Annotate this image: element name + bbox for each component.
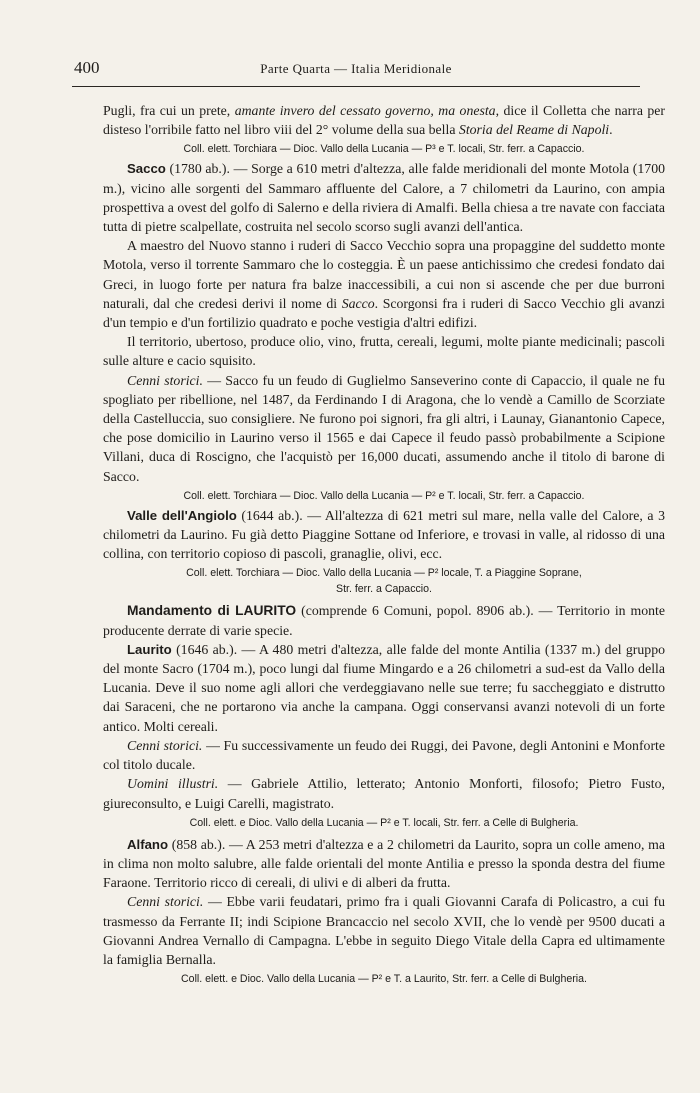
intro-paragraph: Pugli, fra cui un prete, amante invero del cessato governo, ma onesta, dice il Colletta che narra per disteso l'orribile fatto nel libro viii del 2° volume della sua bella Storia del Reame di Napoli.: [103, 103, 665, 138]
header-rule: [72, 86, 640, 87]
electoral-note: Coll. elett. Torchiara — Dioc. Vallo della Lucania — P² locale, T. a Piaggine Soprane, Str. ferr. a Capaccio.: [186, 567, 582, 596]
mandamento-laurito: Mandamento di LAURITO (comprende 6 Comuni, popol. 8906 ab.). — Territorio in monte producente derrate di varie specie.: [103, 603, 666, 638]
entry-alfano: Alfano (858 ab.). — A 253 metri d'altezza e a 2 chilometri da Laurito, sopra un colle ameno, ma in clima non molto salubre, alle falde orientali del monte Antilia e presso la sponda destra del fiume Faraone. Territorio ricco di cereali, di ulivi e di alberi da frutta.: [103, 836, 665, 891]
laurito-paragraph-2: Cenni storici. — Fu successivamente un feudo dei Ruggi, dei Pavone, degli Antonini e Monforte col titolo ducale.: [103, 737, 666, 773]
entry-heading: Laurito: [127, 641, 172, 657]
electoral-note: Coll. elett. Torchiara — Dioc. Vallo della Lucania — P² e T. locali, Str. ferr. a Capaccio.: [183, 489, 585, 502]
page-body: [103, 101, 665, 989]
page-header: [72, 58, 640, 80]
electoral-note: Coll. elett. e Dioc. Vallo della Lucania — P² e T. a Laurito, Str. ferr. a Celle di Bulgheria.: [181, 973, 587, 986]
running-title: Parte Quarta — Italia Meridionale: [260, 61, 452, 76]
page-number: 400: [74, 58, 100, 77]
electoral-note: Coll. elett. e Dioc. Vallo della Lucania — P² e T. locali, Str. ferr. a Celle di Bulgheria.: [189, 816, 579, 829]
entry-heading: Alfano: [127, 836, 169, 852]
sacco-paragraph-3: Il territorio, ubertoso, produce olio, vino, frutta, cereali, legumi, molte piante medicinali; pascoli sulle alture e cacio squisito.: [103, 334, 665, 369]
sacco-paragraph-2: A maestro del Nuovo stanno i ruderi di Sacco Vecchio sopra una propaggine del suddetto monte Motola, verso il torrente Sammaro che lo costeggia. È un paese antichissimo che credesi fondato dai Greci, in luogo forte per natura fra balze inaccessibili, a cui non si ascende che per due burroni naturali, dal che credesi derivi il nome di Sacco. Scorgonsi fra i ruderi di Sacco Vecchio gli avanzi d'un tempio e d'un fortilizio quadrato e poche vestigia d'altri edifizi.: [103, 238, 665, 331]
entry-heading: Valle dell'Angiolo: [127, 507, 237, 523]
entry-sacco: Sacco (1780 ab.). — Sorge a 610 metri d'altezza, alle falde meridionali del monte Motola (1700 m.), vicino alle sorgenti del Sammaro affluente del Calore, a 7 chilometri da Laurino, con ampia prospettiva a ovest del golfo di Salerno e della riviera di Amalfi. Bella chiesa a tre navate con facciata tutta di pietre scalpellate, costruita nel secolo scorso sugli avanzi dell'antica.: [103, 161, 665, 235]
alfano-paragraph-2: Cenni storici. — Ebbe varii feudatari, primo fra i quali Giovanni Carafa di Policastro, a cui fu trasmesso da Ferrante II; indi Scipione Brancaccio nel secolo XVII, che lo vendè per 9500 ducati a Giovanni Andrea Vernallo di Campagna. L'ebbe in seguito Diego Vitale della Capra ed ultimamente la famiglia Bernalla.: [103, 894, 665, 967]
entry-heading: Sacco: [127, 161, 166, 177]
electoral-note: Coll. elett. Torchiara — Dioc. Vallo della Lucania — P³ e T. locali, Str. ferr. a Capaccio.: [183, 143, 585, 156]
sacco-paragraph-4: Cenni storici. — Sacco fu un feudo di Guglielmo Sanseverino conte di Capaccio, il quale ne fu spogliato per ribellione, nel 1487, da Ferdinando I di Aragona, che lo vendè a Camillo de Scorziate della Castelluccia, suo consigliere. Ne furono poi signori, fra gli altri, i Launay, Gianantonio Capece, che pose domicilio in Laurino verso il 1565 e dai Capece il feudo passò probabilmente a Scipione Villani, duca di Roscigno, che l'acquistò per 16,000 ducati, assumendo anche il titolo di barone di Sacco.: [103, 372, 665, 484]
entry-valle-dell-angiolo: Valle dell'Angiolo (1644 ab.). — All'altezza di 621 metri sul mare, nella valle del Calore, a 3 chilometri da Laurino. Fu già detto Piaggine Sottane od Inferiore, e trovasi in valle, al ridosso di una collina, con territorio copioso di pascoli, granaglie, olivi, ecc.: [103, 507, 666, 562]
laurito-paragraph-3: Uomini illustri. — Gabriele Attilio, letterato; Antonio Monforti, filosofo; Pietro Fusto, giureconsulto, e Luigi Carelli, magistrato.: [103, 776, 665, 811]
entry-laurito: Laurito (1646 ab.). — A 480 metri d'altezza, alle falde del monte Antilia (1337 m.) del gruppo del monte Sacro (1704 m.), poco lungi dal fiume Mingardo e a 26 chilometri a sud-est da Vallo della Lucania. Deve il suo nome agli allori che verdeggiavano nelle sue terre; fu saccheggiato e distrutto dai Saraceni, che ne portarono via anche la campana. Oggi conservansi avanzi notevoli di un forte antico. Molti cereali.: [103, 641, 665, 734]
